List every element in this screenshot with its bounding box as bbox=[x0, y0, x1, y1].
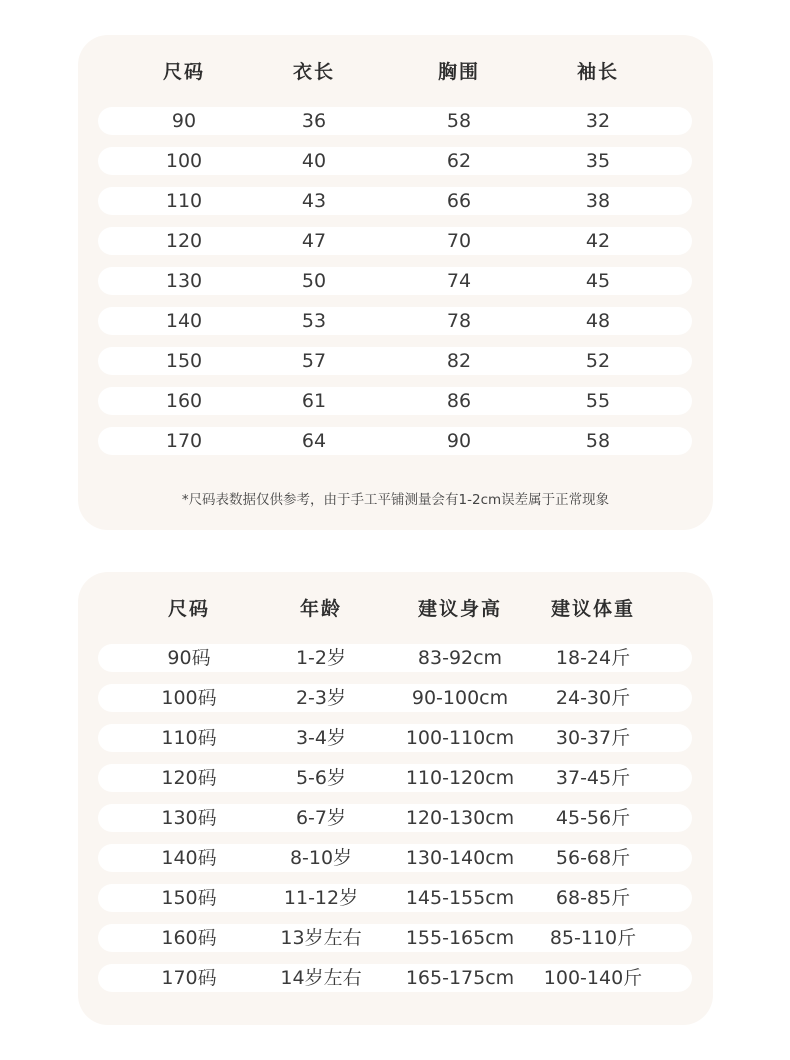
table-cell: 110-120cm bbox=[405, 767, 515, 789]
table-cell: 58 bbox=[446, 110, 472, 132]
header-size: 尺码 bbox=[162, 61, 205, 83]
size-recommendation-panel bbox=[78, 572, 713, 1025]
table-cell: 55 bbox=[585, 390, 611, 412]
table-cell: 8-10岁 bbox=[289, 847, 353, 869]
table-header bbox=[78, 594, 713, 624]
table-cell: 100码 bbox=[161, 687, 217, 709]
measurement-note: *尺码表数据仅供参考，由于手工平铺测量会有1-2cm误差属于正常现象 bbox=[181, 492, 610, 508]
size-measurement-panel bbox=[78, 35, 713, 530]
table-cell: 58 bbox=[585, 430, 611, 452]
table-cell: 100 bbox=[165, 150, 203, 172]
table-cell: 45-56斤 bbox=[555, 807, 631, 829]
table-cell: 1-2岁 bbox=[295, 647, 347, 669]
table-cell: 43 bbox=[301, 190, 327, 212]
table-cell: 170 bbox=[165, 430, 203, 452]
table-cell: 82 bbox=[446, 350, 472, 372]
table-cell: 52 bbox=[585, 350, 611, 372]
table-row bbox=[98, 764, 692, 792]
table-cell: 140 bbox=[165, 310, 203, 332]
table-row bbox=[98, 427, 692, 455]
table-cell: 13岁左右 bbox=[280, 927, 362, 949]
table-cell: 100-140斤 bbox=[543, 967, 643, 989]
table-cell: 160码 bbox=[161, 927, 217, 949]
table-cell: 48 bbox=[585, 310, 611, 332]
table-cell: 145-155cm bbox=[405, 887, 515, 909]
table-cell: 38 bbox=[585, 190, 611, 212]
table-cell: 170码 bbox=[161, 967, 217, 989]
table-cell: 40 bbox=[301, 150, 327, 172]
table-cell: 61 bbox=[301, 390, 327, 412]
table-row bbox=[98, 267, 692, 295]
table-cell: 47 bbox=[301, 230, 327, 252]
table-cell: 130 bbox=[165, 270, 203, 292]
table-cell: 86 bbox=[446, 390, 472, 412]
table-cell: 32 bbox=[585, 110, 611, 132]
table-row bbox=[98, 804, 692, 832]
table-cell: 155-165cm bbox=[405, 927, 515, 949]
table-cell: 35 bbox=[585, 150, 611, 172]
table-row bbox=[98, 107, 692, 135]
header-height: 建议身高 bbox=[417, 598, 502, 620]
table-row bbox=[98, 684, 692, 712]
table-cell: 110 bbox=[165, 190, 203, 212]
header-sleeve: 袖长 bbox=[576, 61, 619, 83]
table-cell: 130-140cm bbox=[405, 847, 515, 869]
table-row bbox=[98, 227, 692, 255]
table-cell: 6-7岁 bbox=[295, 807, 347, 829]
table-cell: 90 bbox=[446, 430, 472, 452]
table-cell: 53 bbox=[301, 310, 327, 332]
table-cell: 160 bbox=[165, 390, 203, 412]
table-cell: 120码 bbox=[161, 767, 217, 789]
table-cell: 120-130cm bbox=[405, 807, 515, 829]
table-cell: 110码 bbox=[161, 727, 217, 749]
table-row bbox=[98, 644, 692, 672]
table-cell: 90码 bbox=[167, 647, 211, 669]
table-row bbox=[98, 964, 692, 992]
table-cell: 14岁左右 bbox=[280, 967, 362, 989]
table-cell: 165-175cm bbox=[405, 967, 515, 989]
table-cell: 64 bbox=[301, 430, 327, 452]
table-cell: 56-68斤 bbox=[555, 847, 631, 869]
table-cell: 74 bbox=[446, 270, 472, 292]
header-length: 衣长 bbox=[292, 61, 335, 83]
table-cell: 50 bbox=[301, 270, 327, 292]
header-chest: 胸围 bbox=[437, 61, 480, 83]
table-row bbox=[98, 884, 692, 912]
table-cell: 62 bbox=[446, 150, 472, 172]
table-row bbox=[98, 387, 692, 415]
table-cell: 100-110cm bbox=[405, 727, 515, 749]
table-cell: 150 bbox=[165, 350, 203, 372]
table-cell: 130码 bbox=[161, 807, 217, 829]
table-cell: 70 bbox=[446, 230, 472, 252]
header-weight: 建议体重 bbox=[550, 598, 635, 620]
header-age: 年龄 bbox=[299, 598, 342, 620]
table-cell: 68-85斤 bbox=[555, 887, 631, 909]
table-cell: 3-4岁 bbox=[295, 727, 347, 749]
table-cell: 90-100cm bbox=[411, 687, 509, 709]
table-row bbox=[98, 147, 692, 175]
table-cell: 78 bbox=[446, 310, 472, 332]
table-cell: 37-45斤 bbox=[555, 767, 631, 789]
table-cell: 45 bbox=[585, 270, 611, 292]
table-cell: 42 bbox=[585, 230, 611, 252]
table-row bbox=[98, 924, 692, 952]
table-row bbox=[98, 307, 692, 335]
header-size: 尺码 bbox=[167, 598, 210, 620]
table-header bbox=[78, 57, 713, 87]
table-cell: 66 bbox=[446, 190, 472, 212]
table-row bbox=[98, 187, 692, 215]
table-cell: 36 bbox=[301, 110, 327, 132]
table-cell: 57 bbox=[301, 350, 327, 372]
table-cell: 2-3岁 bbox=[295, 687, 347, 709]
table-cell: 85-110斤 bbox=[549, 927, 637, 949]
table-row bbox=[98, 724, 692, 752]
table-cell: 5-6岁 bbox=[295, 767, 347, 789]
table-cell: 150码 bbox=[161, 887, 217, 909]
table-cell: 140码 bbox=[161, 847, 217, 869]
table-row bbox=[98, 347, 692, 375]
table-cell: 11-12岁 bbox=[283, 887, 359, 909]
table-cell: 120 bbox=[165, 230, 203, 252]
table-cell: 83-92cm bbox=[417, 647, 503, 669]
table-cell: 18-24斤 bbox=[555, 647, 631, 669]
table-cell: 90 bbox=[171, 110, 197, 132]
table-cell: 30-37斤 bbox=[555, 727, 631, 749]
table-cell: 24-30斤 bbox=[555, 687, 631, 709]
table-row bbox=[98, 844, 692, 872]
